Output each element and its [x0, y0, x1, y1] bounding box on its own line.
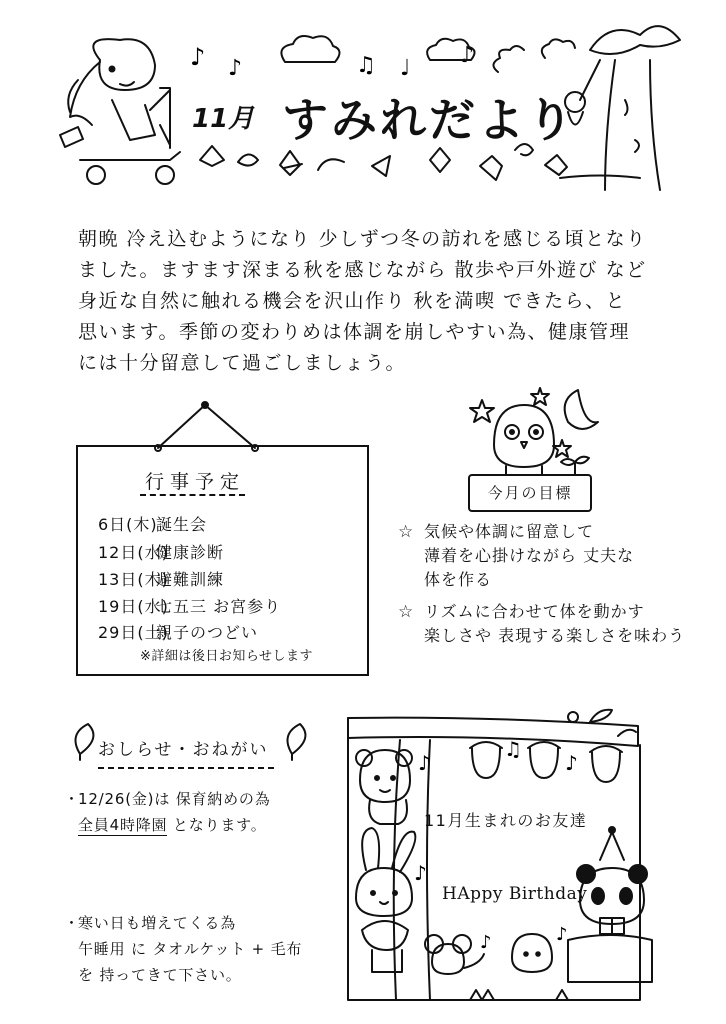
event-name: 七五三 お宮参り	[156, 597, 282, 616]
bullet: ・	[64, 790, 80, 808]
event-name: 避難訓練	[156, 570, 225, 589]
star-icon: ☆	[398, 602, 415, 622]
goal-line: 楽しさや 表現する楽しさを味わう	[424, 626, 686, 645]
svg-text:♪: ♪	[414, 861, 427, 885]
svg-text:♪: ♪	[460, 43, 475, 68]
notice-line: を 持ってきて下さい。	[78, 966, 242, 984]
goal-line: 薄着を心掛けながら 丈夫な	[424, 546, 635, 565]
intro-line: 身近な自然に触れる機会を沢山作り 秋を満喫 できたら、と	[78, 290, 627, 312]
goal-line: 体を作る	[424, 570, 493, 589]
intro-line: 朝晩 冷え込むようになり 少しずつ冬の訪れを感じる頃となり	[78, 228, 647, 250]
newsletter-title: すみれだより	[282, 93, 576, 147]
music-notes-icon	[414, 737, 578, 953]
svg-text:♪: ♪	[228, 56, 243, 81]
goal-line: リズムに合わせて体を動かす	[424, 602, 645, 621]
notice-line-rest: となります。	[167, 816, 267, 834]
svg-text:♪: ♪	[565, 751, 578, 775]
event-name: 健康診断	[156, 543, 225, 562]
events-note: ※詳細は後日お知らせします	[140, 649, 314, 664]
month-label: 11月	[192, 104, 255, 134]
svg-text:♪: ♪	[480, 932, 492, 953]
svg-text:♫: ♫	[504, 737, 522, 761]
event-date: 6日(木)	[98, 515, 158, 534]
event-name: 誕生会	[156, 515, 208, 534]
notice-line: 午睡用 に タオルケット + 毛布	[78, 940, 303, 958]
notice-line: 寒い日も増えてくる為	[78, 914, 237, 932]
event-date: 29日(土)	[98, 623, 169, 642]
bullet: ・	[64, 914, 80, 932]
intro-line: ました。ますます深まる秋を感じながら 散歩や戸外遊び など	[78, 259, 647, 281]
birthday-greeting: HAppy Birthday	[442, 884, 588, 904]
svg-text:♪: ♪	[418, 751, 431, 775]
notice-emphasis: 全員4時降園	[78, 816, 168, 834]
event-date: 12日(水)	[98, 543, 169, 562]
svg-text:♩: ♩	[400, 56, 411, 81]
notices-heading: おしらせ・おねがい	[98, 740, 269, 760]
event-date: 19日(水)	[98, 597, 169, 616]
svg-text:♪: ♪	[190, 43, 206, 71]
svg-text:♫: ♫	[356, 53, 376, 78]
event-name: 親子のつどい	[156, 623, 259, 642]
events-heading: 行事予定	[145, 471, 246, 493]
goals-label: 今月の目標	[468, 474, 592, 512]
birthday-heading: 11月生まれのお友達	[424, 811, 588, 830]
intro-line: には十分留意して過ごしましょう。	[78, 352, 407, 374]
svg-text:♪: ♪	[556, 924, 568, 945]
intro-line: 思います。季節の変わりめは体調を崩しやすい為、健康管理	[78, 321, 630, 343]
event-date: 13日(木)	[98, 570, 169, 589]
goal-line: 気候や体調に留意して	[424, 522, 595, 541]
star-icon: ☆	[398, 522, 415, 542]
notice-line: 12/26(金)は 保育納めの為	[78, 790, 271, 808]
